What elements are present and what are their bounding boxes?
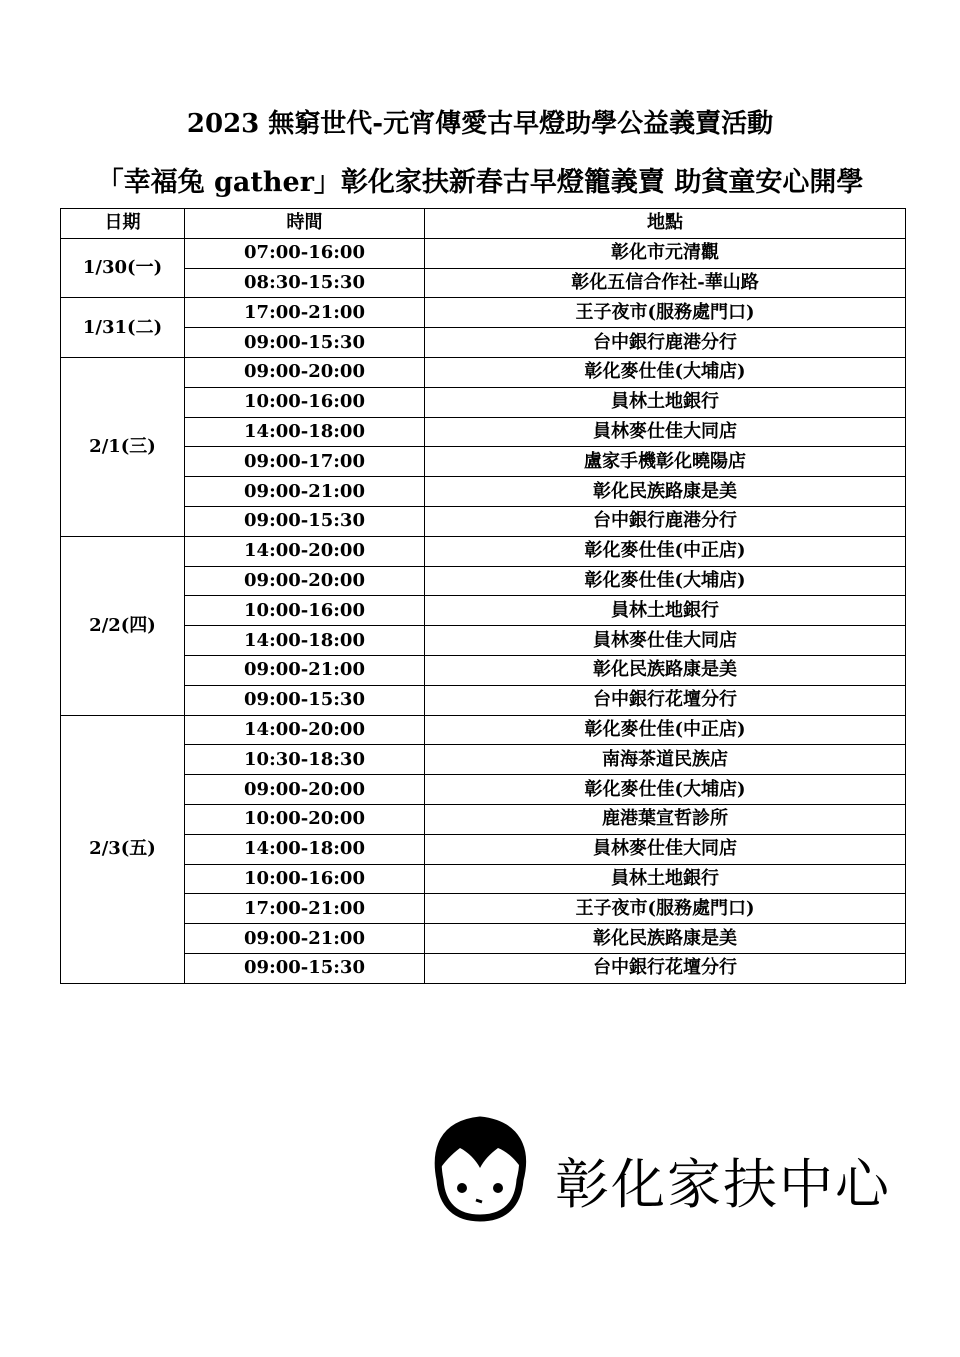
table-row <box>61 566 906 596</box>
time-cell: 09:00-20:00 <box>185 775 425 805</box>
date-cell: 2/1(三) <box>61 357 185 536</box>
place-cell: 王子夜市(服務處門口) <box>425 894 906 924</box>
table-row <box>61 506 906 536</box>
time-cell: 09:00-20:00 <box>185 357 425 387</box>
organization-logo <box>420 1110 900 1230</box>
time-cell: 10:30-18:30 <box>185 745 425 775</box>
date-cell: 1/31(二) <box>61 298 185 358</box>
place-cell: 員林麥仕佳大同店 <box>425 417 906 447</box>
time-cell: 10:00-20:00 <box>185 804 425 834</box>
table-row <box>61 894 906 924</box>
page-title: 2023 無窮世代-元宵傳愛古早燈助學公益義賣活動 <box>186 109 774 139</box>
time-cell: 10:00-16:00 <box>185 864 425 894</box>
place-cell: 員林麥仕佳大同店 <box>425 834 906 864</box>
table-row <box>61 715 906 745</box>
time-cell: 09:00-21:00 <box>185 924 425 954</box>
date-cell: 2/3(五) <box>61 715 185 983</box>
time-cell: 09:00-15:30 <box>185 953 425 983</box>
table-row <box>61 447 906 477</box>
table-row <box>61 655 906 685</box>
time-cell: 14:00-18:00 <box>185 834 425 864</box>
time-cell: 14:00-20:00 <box>185 715 425 745</box>
place-cell: 王子夜市(服務處門口) <box>425 298 906 328</box>
table-row <box>61 536 906 566</box>
table-row <box>61 834 906 864</box>
table-header-row <box>61 209 906 239</box>
place-cell: 台中銀行花壇分行 <box>425 685 906 715</box>
time-cell: 08:30-15:30 <box>185 268 425 298</box>
place-cell: 彰化民族路康是美 <box>425 924 906 954</box>
time-cell: 09:00-20:00 <box>185 566 425 596</box>
date-cell: 1/30(一) <box>61 238 185 298</box>
date-cell: 2/2(四) <box>61 536 185 715</box>
time-cell: 14:00-18:00 <box>185 626 425 656</box>
place-cell: 彰化麥仕佳(中正店) <box>425 715 906 745</box>
place-cell: 員林土地銀行 <box>425 864 906 894</box>
table-row <box>61 357 906 387</box>
table-row <box>61 775 906 805</box>
column-header-time: 時間 <box>185 209 425 239</box>
place-cell: 員林土地銀行 <box>425 387 906 417</box>
place-cell: 盧家手機彰化曉陽店 <box>425 447 906 477</box>
time-cell: 10:00-16:00 <box>185 387 425 417</box>
table-row <box>61 804 906 834</box>
table-row <box>61 387 906 417</box>
place-cell: 員林土地銀行 <box>425 596 906 626</box>
time-cell: 09:00-15:30 <box>185 328 425 358</box>
table-row <box>61 417 906 447</box>
table-row <box>61 864 906 894</box>
time-cell: 09:00-15:30 <box>185 685 425 715</box>
child-face-icon <box>420 1110 540 1230</box>
place-cell: 鹿港葉宣哲診所 <box>425 804 906 834</box>
table-row <box>61 745 906 775</box>
place-cell: 員林麥仕佳大同店 <box>425 626 906 656</box>
time-cell: 07:00-16:00 <box>185 238 425 268</box>
column-header-place: 地點 <box>425 209 906 239</box>
table-row <box>61 685 906 715</box>
place-cell: 彰化五信合作社-華山路 <box>425 268 906 298</box>
table-row <box>61 626 906 656</box>
organization-name: 彰化家扶中心 <box>555 1153 891 1216</box>
schedule-table <box>60 208 906 984</box>
place-cell: 彰化民族路康是美 <box>425 655 906 685</box>
table-row <box>61 298 906 328</box>
time-cell: 14:00-20:00 <box>185 536 425 566</box>
table-row <box>61 328 906 358</box>
place-cell: 台中銀行鹿港分行 <box>425 328 906 358</box>
time-cell: 09:00-15:30 <box>185 506 425 536</box>
place-cell: 彰化民族路康是美 <box>425 477 906 507</box>
table-row <box>61 953 906 983</box>
table-row <box>61 238 906 268</box>
schedule-body <box>61 238 906 983</box>
place-cell: 彰化麥仕佳(大埔店) <box>425 775 906 805</box>
place-cell: 南海茶道民族店 <box>425 745 906 775</box>
time-cell: 09:00-21:00 <box>185 655 425 685</box>
table-row <box>61 268 906 298</box>
time-cell: 14:00-18:00 <box>185 417 425 447</box>
table-row <box>61 596 906 626</box>
time-cell: 09:00-17:00 <box>185 447 425 477</box>
time-cell: 09:00-21:00 <box>185 477 425 507</box>
place-cell: 彰化麥仕佳(大埔店) <box>425 566 906 596</box>
place-cell: 台中銀行花壇分行 <box>425 953 906 983</box>
column-header-date: 日期 <box>61 209 185 239</box>
place-cell: 彰化麥仕佳(中正店) <box>425 536 906 566</box>
table-row <box>61 477 906 507</box>
place-cell: 彰化市元清觀 <box>425 238 906 268</box>
time-cell: 10:00-16:00 <box>185 596 425 626</box>
page-subtitle: 「幸福兔 gather」彰化家扶新春古早燈籠義賣 助貧童安心開學 <box>96 167 864 198</box>
table-row <box>61 924 906 954</box>
time-cell: 17:00-21:00 <box>185 298 425 328</box>
place-cell: 台中銀行鹿港分行 <box>425 506 906 536</box>
time-cell: 17:00-21:00 <box>185 894 425 924</box>
place-cell: 彰化麥仕佳(大埔店) <box>425 357 906 387</box>
